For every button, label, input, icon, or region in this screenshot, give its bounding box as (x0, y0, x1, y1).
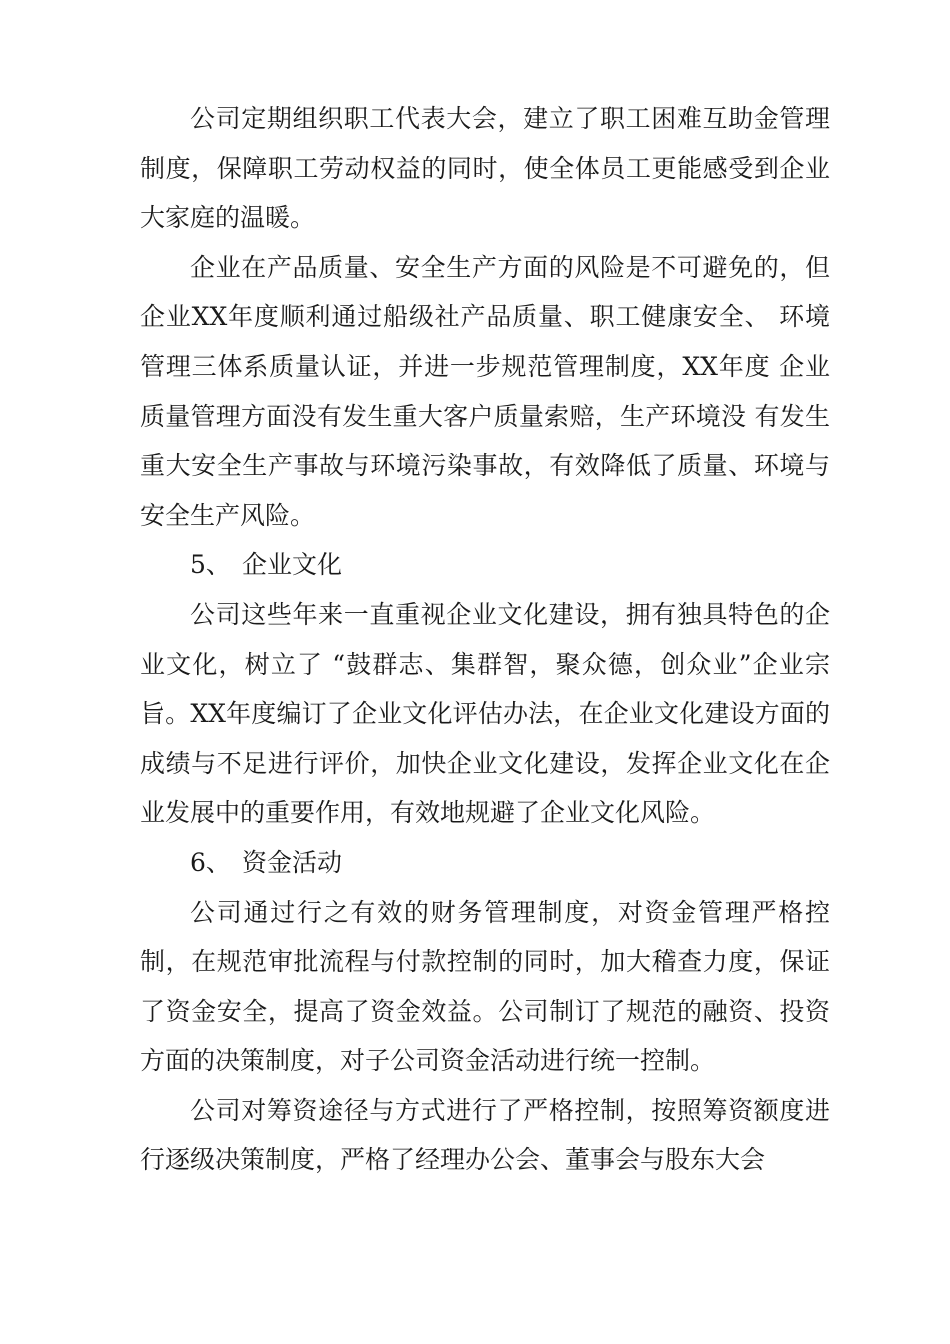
section-number: 6、 (190, 847, 231, 877)
section-title: 企业文化 (242, 550, 343, 580)
paragraph-quality-safety-risk: 企业在产品质量、安全生产方面的风险是不可避免的，但企业XX年度顺利通过船级社产品质量、职工健康安全、 环境管理三体系质量认证，并进一步规范管理制度，XX年度 企业质量管理方面没有发生重大客户质量索赔，生产环境没 有发生重大安全生产事故与环境污染事故，有效降低了质量、环境与安全生产风险。 (140, 252, 830, 530)
paragraph-financial-management: 公司通过行之有效的财务管理制度，对资金管理严格控制，在规范审批流程与付款控制的同时，加大稽查力度，保证了资金安全，提高了资金效益。公司制订了规范的融资、投资方面的决策制度，对子公司资金活动进行统一控制。 (140, 897, 830, 1076)
section-heading-corporate-culture (140, 540, 830, 590)
paragraph-employee-welfare: 公司定期组织职工代表大会，建立了职工困难互助金管理制度，保障职工劳动权益的同时，使全体员工更能感受到企业大家庭的温暖。 (140, 104, 830, 233)
paragraph-financing-control: 公司对筹资途径与方式进行了严格控制，按照筹资额度进行逐级决策制度，严格了经理办公会、董事会与股东大会 (140, 1095, 830, 1175)
section-number: 5、 (190, 550, 231, 580)
section-title: 资金活动 (242, 847, 343, 877)
paragraph-corporate-culture: 公司这些年来一直重视企业文化建设，拥有独具特色的企业文化，树立了 “鼓群志、集群智，聚众德，创众业”企业宗旨。XX年度编订了企业文化评估办法，在企业文化建设方面的成绩与不足进行评价，加快企业文化建设，发挥企业文化在企业发展中的重要作用，有效地规避了企业文化风险。 (140, 599, 830, 828)
section-heading-fund-activities (140, 838, 830, 888)
document-page (140, 94, 830, 1185)
